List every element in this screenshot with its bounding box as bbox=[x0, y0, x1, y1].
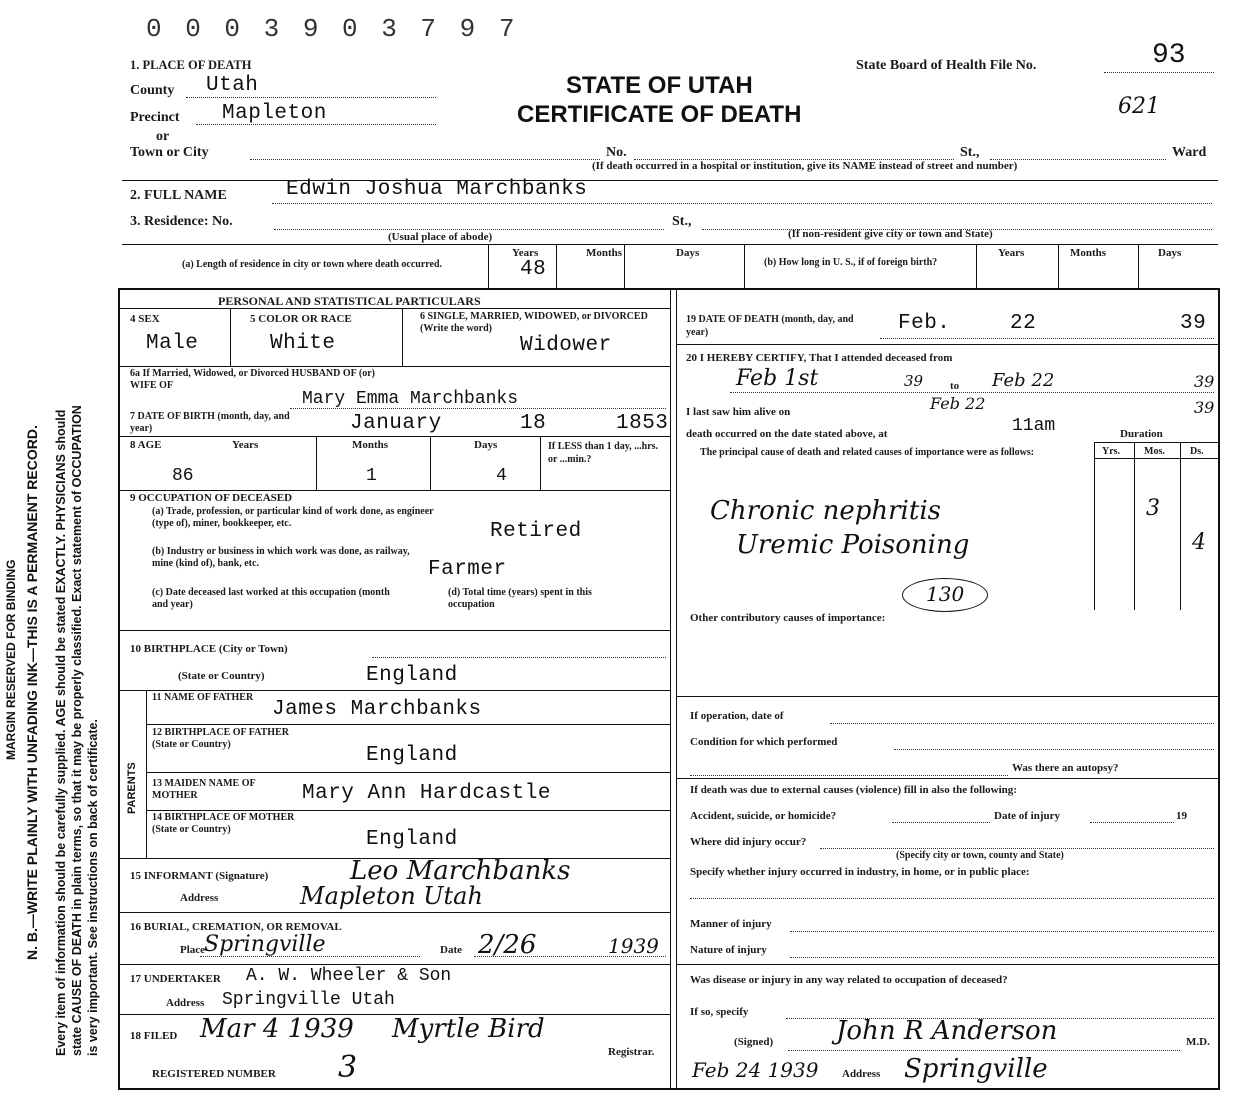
registered-number-label: REGISTERED NUMBER bbox=[152, 1068, 276, 1080]
color-value: White bbox=[270, 332, 336, 355]
duration-mos-header: Mos. bbox=[1144, 446, 1165, 457]
primary-cause-months: 3 bbox=[1146, 496, 1160, 521]
full-name-label: 2. FULL NAME bbox=[130, 188, 227, 203]
mother-birthplace-label: 14 BIRTHPLACE OF MOTHER (State or Country) bbox=[152, 812, 295, 835]
occupation-related-label: Was disease or injury in any way related to occupation of deceased? bbox=[690, 974, 1008, 986]
registrar-signature: Myrtle Bird bbox=[392, 1014, 545, 1044]
dob-day-value: 18 bbox=[520, 412, 547, 435]
occupation-d-label: (d) Total time (years) spent in this occupation bbox=[448, 587, 592, 610]
occupation-a-label: (a) Trade, profession, or particular kind of work done, as engineer (type of), miner, bookkeeper, etc. bbox=[152, 506, 434, 529]
age-months-value: 1 bbox=[366, 466, 377, 486]
usual-abode-note: (Usual place of abode) bbox=[388, 231, 493, 243]
sex-value: Male bbox=[146, 332, 199, 355]
injury-setting-label: Specify whether injury occurred in industry, in home, or in public place: bbox=[690, 866, 1030, 878]
precinct-value: Mapleton bbox=[222, 102, 327, 125]
cause-code-value: 130 bbox=[926, 582, 965, 606]
duration-label: Duration bbox=[1120, 428, 1163, 440]
last-saw-label: I last saw him alive on bbox=[686, 406, 791, 418]
primary-cause-value: Chronic nephritis bbox=[710, 496, 941, 526]
street-no-label: No. bbox=[606, 145, 627, 160]
last-saw-year: 39 bbox=[1194, 398, 1215, 417]
informant-address-value: Mapleton Utah bbox=[300, 882, 483, 910]
ward-label: Ward bbox=[1172, 145, 1207, 160]
foreign-days-header: Days bbox=[1158, 247, 1182, 259]
date-of-birth-label: 7 DATE OF BIRTH (month, day, and year) bbox=[130, 411, 290, 434]
burial-place-value: Springville bbox=[204, 932, 326, 957]
dob-month-value: January bbox=[350, 412, 442, 435]
age-less-label: If LESS than 1 day, ...hrs. or ...min.? bbox=[548, 441, 659, 465]
injury-nature-label: Nature of injury bbox=[690, 944, 767, 956]
months-header: Months bbox=[586, 247, 623, 259]
burial-label: 16 BURIAL, CREMATION, OR REMOVAL bbox=[130, 921, 342, 933]
or-label: or bbox=[156, 129, 170, 144]
filed-date-value: Mar 4 1939 bbox=[200, 1014, 354, 1044]
if-so-specify-label: If so, specify bbox=[690, 1006, 749, 1018]
foreign-birth-label: (b) How long in U. S., if of foreign birth? bbox=[764, 257, 938, 268]
signed-label: (Signed) bbox=[734, 1036, 774, 1048]
informant-signature: Leo Marchbanks bbox=[350, 856, 571, 886]
document-number: 0 0 0 3 9 0 3 7 9 7 bbox=[146, 14, 519, 44]
length-residence-label: (a) Length of residence in city or town where death occurred. bbox=[182, 259, 443, 270]
margin-instructions-line3: is very important. See instructions on back of certificate. bbox=[86, 719, 100, 1056]
burial-date-value: 2/26 bbox=[478, 930, 537, 960]
residence-years-value: 48 bbox=[520, 258, 547, 281]
certificate-state-title: STATE OF UTAH bbox=[566, 72, 753, 99]
occupation-b-value: Farmer bbox=[428, 558, 507, 581]
occupation-a-value: Retired bbox=[490, 520, 582, 543]
attended-from-value: Feb 1st bbox=[736, 366, 819, 391]
father-birthplace-label: 12 BIRTHPLACE OF FATHER (State or Country) bbox=[152, 727, 289, 750]
physician-signed-date: Feb 24 1939 bbox=[692, 1058, 819, 1082]
death-occurred-label: death occurred on the date stated above, at bbox=[686, 428, 888, 440]
residence-label: 3. Residence: No. bbox=[130, 214, 233, 229]
marital-value: Widower bbox=[520, 334, 612, 357]
birthplace-label: 10 BIRTHPLACE (City or Town) bbox=[130, 643, 288, 655]
physician-address-label: Address bbox=[842, 1068, 881, 1080]
age-label: 8 AGE bbox=[130, 439, 162, 451]
foreign-months-header: Months bbox=[1070, 247, 1107, 259]
age-days-value: 4 bbox=[496, 466, 507, 486]
hospital-note: (If death occurred in a hospital or institution, give its NAME instead of street and number) bbox=[592, 160, 1018, 172]
dob-year-value: 1853 bbox=[616, 412, 669, 435]
injury-year-label: 19 bbox=[1176, 810, 1187, 822]
last-saw-value: Feb 22 bbox=[930, 394, 986, 413]
full-name-value: Edwin Joshua Marchbanks bbox=[286, 178, 588, 201]
duration-ds-header: Ds. bbox=[1190, 446, 1204, 457]
injury-date-label: Date of injury bbox=[994, 810, 1060, 822]
county-label: County bbox=[130, 83, 175, 98]
external-causes-label: If death was due to external causes (violence) fill in also the following: bbox=[690, 784, 1017, 796]
precinct-label: Precinct bbox=[130, 110, 180, 125]
birthplace-state-label: (State or Country) bbox=[178, 670, 265, 682]
death-day-value: 22 bbox=[1010, 312, 1037, 335]
county-value: Utah bbox=[206, 74, 259, 97]
age-months-header: Months bbox=[352, 439, 389, 451]
injury-manner-label: Manner of injury bbox=[690, 918, 772, 930]
undertaker-address-value: Springville Utah bbox=[222, 990, 395, 1010]
days-header: Days bbox=[676, 247, 700, 259]
accident-type-label: Accident, suicide, or homicide? bbox=[690, 810, 837, 822]
foreign-years-header: Years bbox=[998, 247, 1025, 259]
certificate-title: CERTIFICATE OF DEATH bbox=[517, 101, 802, 128]
handwritten-number: 621 bbox=[1118, 94, 1160, 119]
informant-address-label: Address bbox=[180, 892, 219, 904]
residence-street-label: St., bbox=[672, 214, 692, 229]
mother-birthplace-value: England bbox=[366, 828, 458, 851]
secondary-cause-value: Uremic Poisoning bbox=[736, 530, 970, 560]
margin-instructions-line2: state CAUSE OF DEATH in plain terms, so that it may be properly classified. Exact statement of OCCUPATION bbox=[70, 405, 84, 1056]
undertaker-address-label: Address bbox=[166, 997, 205, 1009]
duration-yrs-header: Yrs. bbox=[1102, 446, 1121, 457]
injury-location-label: Where did injury occur? bbox=[690, 836, 807, 848]
street-label: St., bbox=[960, 145, 980, 160]
death-year-value: 39 bbox=[1180, 312, 1207, 335]
undertaker-value: A. W. Wheeler & Son bbox=[246, 966, 452, 986]
spouse-label: 6a If Married, Widowed, or Divorced HUSBAND OF (or) WIFE OF bbox=[130, 368, 375, 391]
md-label: M.D. bbox=[1186, 1036, 1210, 1048]
death-time-value: 11am bbox=[1012, 416, 1056, 436]
registrar-label: Registrar. bbox=[608, 1046, 655, 1058]
father-birthplace-value: England bbox=[366, 744, 458, 767]
parents-side-label: PARENTS bbox=[126, 762, 138, 814]
attended-to-label: to bbox=[950, 380, 960, 392]
non-resident-note: (If non-resident give city or town and State) bbox=[788, 228, 993, 240]
filed-label: 18 FILED bbox=[130, 1030, 178, 1042]
secondary-cause-days: 4 bbox=[1192, 530, 1206, 555]
burial-place-label: Place bbox=[180, 944, 206, 956]
death-month-value: Feb. bbox=[898, 312, 951, 335]
marital-label: 6 SINGLE, MARRIED, WIDOWED, or DIVORCED (Write the word) bbox=[420, 311, 648, 334]
age-years-header: Years bbox=[232, 439, 259, 451]
autopsy-label: Was there an autopsy? bbox=[1012, 762, 1119, 774]
mother-name-label: 13 MAIDEN NAME OF MOTHER bbox=[152, 778, 256, 801]
undertaker-label: 17 UNDERTAKER bbox=[130, 973, 221, 985]
color-label: 5 COLOR OR RACE bbox=[250, 313, 352, 325]
attended-to-value: Feb 22 bbox=[992, 370, 1055, 391]
occupation-b-label: (b) Industry or business in which work was done, as railway, mine (kind of), bank, etc. bbox=[152, 546, 410, 569]
place-of-death-label: 1. PLACE OF DEATH bbox=[130, 58, 252, 72]
margin-binding-note: MARGIN RESERVED FOR BINDING bbox=[4, 559, 18, 760]
birthplace-value: England bbox=[366, 664, 458, 687]
sex-label: 4 SEX bbox=[130, 313, 160, 325]
town-label: Town or City bbox=[130, 145, 209, 160]
years-header: Years bbox=[512, 247, 539, 259]
spouse-value: Mary Emma Marchbanks bbox=[302, 389, 519, 409]
occupation-label: 9 OCCUPATION OF DECEASED bbox=[130, 492, 293, 504]
injury-location-note: (Specify city or town, county and State) bbox=[896, 850, 1064, 861]
informant-label: 15 INFORMANT (Signature) bbox=[130, 870, 269, 882]
other-causes-label: Other contributory causes of importance: bbox=[690, 612, 886, 624]
physician-signature: John R Anderson bbox=[836, 1016, 1058, 1046]
personal-section-title: PERSONAL AND STATISTICAL PARTICULARS bbox=[218, 294, 481, 308]
physician-address-value: Springville bbox=[904, 1054, 1048, 1084]
date-of-death-label: 19 DATE OF DEATH (month, day, and year) bbox=[686, 314, 854, 338]
mother-name-value: Mary Ann Hardcastle bbox=[302, 782, 551, 805]
attended-from-year: 39 bbox=[904, 372, 924, 390]
occupation-c-label: (c) Date deceased last worked at this occupation (month and year) bbox=[152, 587, 390, 610]
certify-label: 20 I HEREBY CERTIFY, That I attended deceased from bbox=[686, 352, 953, 364]
burial-date-label: Date bbox=[440, 944, 462, 956]
operation-label: If operation, date of bbox=[690, 710, 784, 722]
father-name-value: James Marchbanks bbox=[272, 698, 482, 721]
father-name-label: 11 NAME OF FATHER bbox=[152, 692, 254, 703]
operation-condition-label: Condition for which performed bbox=[690, 736, 838, 748]
attended-to-year: 39 bbox=[1194, 372, 1215, 391]
registered-number-value: 3 bbox=[338, 1050, 358, 1085]
age-days-header: Days bbox=[474, 439, 498, 451]
age-years-value: 86 bbox=[172, 466, 194, 486]
principal-cause-label: The principal cause of death and related causes of importance were as follows: bbox=[700, 447, 1035, 458]
file-number-value: 93 bbox=[1152, 40, 1186, 71]
margin-instructions-line1: Every item of information should be carefully supplied. AGE should be stated EXACTLY. PHYSICIANS should bbox=[54, 409, 68, 1056]
margin-permanent-record-note: N. B.—WRITE PLAINLY WITH UNFADING INK—THIS IS A PERMANENT RECORD. bbox=[24, 425, 40, 960]
burial-year-value: 1939 bbox=[608, 934, 659, 958]
file-number-label: State Board of Health File No. bbox=[856, 58, 1037, 73]
